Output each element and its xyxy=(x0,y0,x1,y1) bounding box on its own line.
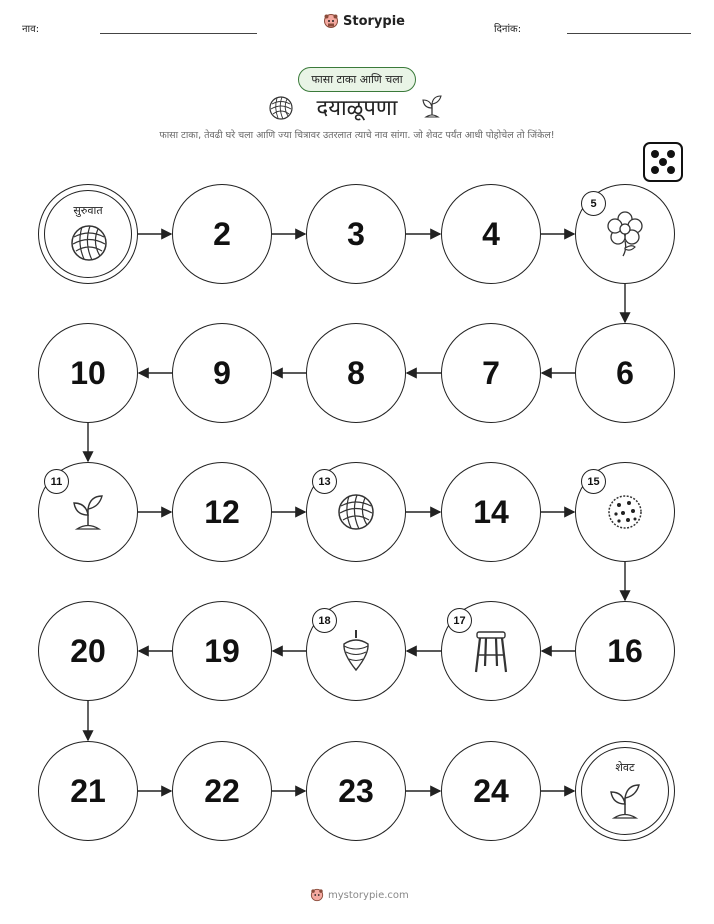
yarn-ball-icon xyxy=(336,492,376,532)
cell-number: 24 xyxy=(473,772,509,809)
cell-number: 21 xyxy=(70,772,106,809)
cell-number: 12 xyxy=(204,493,240,530)
cell-number: 3 xyxy=(347,215,365,252)
board-cell-4 xyxy=(441,184,541,284)
board-cell-22 xyxy=(172,741,272,841)
cell-number-badge: 18 xyxy=(312,608,337,633)
board-cell-19 xyxy=(172,601,272,701)
name-label: नाव: xyxy=(22,24,40,35)
cell-number: 19 xyxy=(204,632,240,669)
start-label: सुरुवात xyxy=(73,204,103,217)
cell-number: 16 xyxy=(607,632,643,669)
board-cell-18 xyxy=(306,601,406,701)
cell-number-badge: 17 xyxy=(447,608,472,633)
finish-label: शेवट xyxy=(615,761,635,774)
cell-number: 7 xyxy=(482,354,500,391)
cell-number-badge: 11 xyxy=(44,469,69,494)
cell-number: 14 xyxy=(473,493,509,530)
board-cell-14 xyxy=(441,462,541,562)
cell-number: 2 xyxy=(213,215,231,252)
board-cell-15 xyxy=(575,462,675,562)
cell-number: 23 xyxy=(338,772,374,809)
board-cell-23 xyxy=(306,741,406,841)
board-cell-16 xyxy=(575,601,675,701)
sprout-icon xyxy=(69,491,107,533)
board-cell-24 xyxy=(441,741,541,841)
game-tag: फासा टाका आणि चला xyxy=(298,67,416,92)
board-cell-8 xyxy=(306,323,406,423)
brand-name: Storypie xyxy=(343,13,405,29)
start-cell xyxy=(38,184,138,284)
footer-site: mystorypie.com xyxy=(328,889,409,901)
board-cell-13 xyxy=(306,462,406,562)
board-cell-20 xyxy=(38,601,138,701)
date-label: दिनांक: xyxy=(494,24,522,35)
cell-number: 10 xyxy=(70,354,106,391)
board-cell-10 xyxy=(38,323,138,423)
page-title: दयाळूपणा xyxy=(316,96,398,121)
board-cell-2 xyxy=(172,184,272,284)
flower-icon xyxy=(605,211,645,257)
yarn-ball-icon xyxy=(69,223,109,267)
sprout-icon xyxy=(606,780,644,826)
footer xyxy=(310,888,409,902)
storypie-mascot-icon xyxy=(310,888,324,902)
board-cell-21 xyxy=(38,741,138,841)
cell-number: 4 xyxy=(482,215,500,252)
board-cell-17 xyxy=(441,601,541,701)
cell-number: 20 xyxy=(70,632,106,669)
cell-number: 9 xyxy=(213,354,231,391)
cell-number-badge: 15 xyxy=(581,469,606,494)
cell-number-badge: 5 xyxy=(581,191,606,216)
cell-number: 22 xyxy=(204,772,240,809)
board-cell-11 xyxy=(38,462,138,562)
board-cell-6 xyxy=(575,323,675,423)
instructions: फासा टाका, तेवढी घरे चला आणि ज्या चित्रावर उतरलात त्याचे नाव सांगा. जो शेवट पर्यंत आधी पोहोचेल तो जिंकेल! xyxy=(159,130,555,141)
spinning-top-icon xyxy=(339,628,373,674)
board-cell-7 xyxy=(441,323,541,423)
stool-icon xyxy=(471,628,511,674)
cell-number: 8 xyxy=(347,354,365,391)
board-cell-9 xyxy=(172,323,272,423)
board-cell-12 xyxy=(172,462,272,562)
board-cell-3 xyxy=(306,184,406,284)
finish-cell xyxy=(575,741,675,841)
cookie-icon xyxy=(605,492,645,532)
cell-number: 6 xyxy=(616,354,634,391)
board-cell-5 xyxy=(575,184,675,284)
cell-number-badge: 13 xyxy=(312,469,337,494)
